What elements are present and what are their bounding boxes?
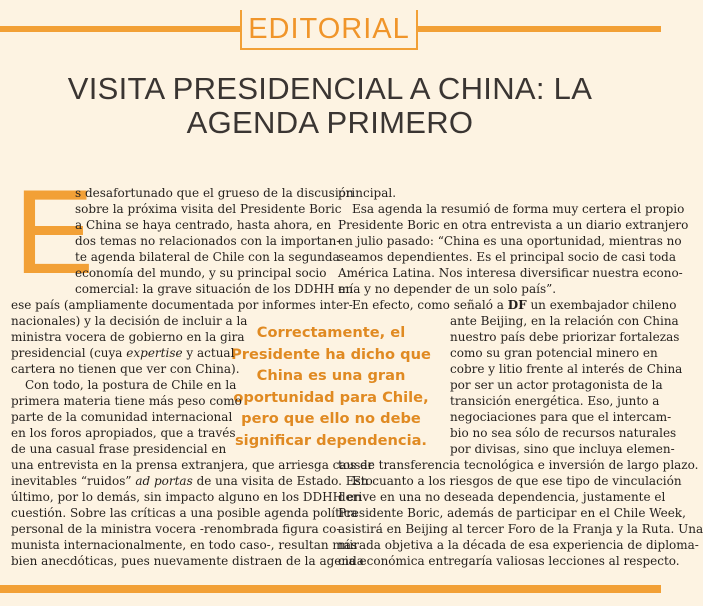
body-text-line: En efecto, como señaló a DF un exembajador chileno: [352, 298, 677, 312]
body-text-line: derive en una no deseada dependencia, justamente el: [338, 490, 666, 504]
body-text-line: mirada objetiva a la década de esa experiencia de diploma-: [338, 538, 699, 552]
body-text-line: nuestro país debe priorizar fortalezas: [450, 330, 680, 344]
body-text-line: nacionales) y la decisión de incluir a la: [11, 314, 248, 328]
body-text-line: asistirá en Beijing al tercer Foro de la Franja y la Ruta. Una: [338, 522, 703, 536]
body-text-line: primera materia tiene más peso como: [11, 394, 242, 408]
body-text-line: ministra vocera de gobierno en la gira: [11, 330, 245, 344]
body-text-line: por divisas, sino que incluya elemen-: [450, 442, 675, 456]
pull-quote: Correctamente, el Presidente ha dicho que China es una gran oportunidad para Chile, pero que ello no debe significar dependencia.: [231, 324, 431, 449]
body-text-line: cuestión. Sobre las críticas a una posible agenda política: [11, 506, 358, 520]
body-text-line: por ser un actor protagonista de la: [450, 378, 663, 392]
body-text-line: ese país (ampliamente documentada por informes inter-: [11, 298, 353, 312]
body-text-line: cobre y litio frente al interés de China: [450, 362, 683, 376]
bottom-rule: [0, 585, 661, 593]
body-text-line: cia económica entregaría valiosas lecciones al respecto.: [338, 554, 680, 568]
body-text-line: América Latina. Nos interesa diversificar nuestra econo-: [338, 266, 683, 280]
body-text-line: de una casual frase presidencial en: [11, 442, 227, 456]
body-text-line: economía del mundo, y su principal socio: [75, 266, 327, 280]
body-text-line: a China se haya centrado, hasta ahora, en: [75, 218, 332, 232]
body-text-line: inevitables “ruidos” ad portas de una visita de Estado. Esto: [11, 474, 373, 488]
body-text-line: En cuanto a los riesgos de que ese tipo de vinculación: [352, 474, 682, 488]
body-text-line: Esa agenda la resumió de forma muy certera el propio: [352, 202, 685, 216]
body-text-line: en julio pasado: “China es una oportunidad, mientras no: [338, 234, 682, 248]
body-text-line: parte de la comunidad internacional: [11, 410, 233, 424]
section-label: EDITORIAL: [248, 13, 410, 45]
body-text-line: una entrevista en la prensa extranjera, que arriesga causar: [11, 458, 374, 472]
body-text-line: ante Beijing, en la relación con China: [450, 314, 679, 328]
body-text-line: te agenda bilateral de Chile con la segunda: [75, 250, 340, 264]
body-text-line: tos de transferencia tecnológica e inversión de largo plazo.: [338, 458, 699, 472]
body-text-line: transición energética. Eso, junto a: [450, 394, 660, 408]
body-text-line: dos temas no relacionados con la importan-: [75, 234, 341, 248]
body-text-line: principal.: [338, 186, 397, 200]
body-text-line: bien anecdóticas, pues nuevamente distraen de la agenda: [11, 554, 364, 568]
body-text-line: último, por lo demás, sin impacto alguno en los DDHH en: [11, 490, 362, 504]
body-text-line: negociaciones para que el intercam-: [450, 410, 672, 424]
drop-cap: E: [14, 165, 95, 299]
headline: VISITA PRESIDENCIAL A CHINA: LA AGENDA PRIMERO: [67, 71, 593, 140]
section-header: [240, 10, 418, 50]
body-text-line: en los foros apropiados, que a través: [11, 426, 236, 440]
body-text-line: mía y no depender de un solo país”.: [338, 282, 557, 296]
body-text-line: como su gran potencial minero en: [450, 346, 658, 360]
body-text-line: s desafortunado que el grueso de la discusión: [75, 186, 354, 200]
italic-term: expertise: [126, 346, 183, 360]
body-text-line: munista internacionalmente, en todo caso-, resultan más: [11, 538, 358, 552]
bold-term: DF: [507, 298, 527, 312]
italic-term: ad portas: [135, 474, 193, 488]
body-text-line: comercial: la grave situación de los DDHH en: [75, 282, 354, 296]
body-text-line: Con todo, la postura de Chile en la: [25, 378, 237, 392]
body-text-line: sobre la próxima visita del Presidente Boric: [75, 202, 342, 216]
body-text-line: bio no sea sólo de recursos naturales: [450, 426, 677, 440]
body-text-line: presidencial (cuya expertise y actual: [11, 346, 235, 360]
body-text-line: seamos dependientes. Es el principal socio de casi toda: [338, 250, 677, 264]
body-text-line: cartera no tienen que ver con China).: [11, 362, 240, 376]
body-text-line: Presidente Boric en otra entrevista a un diario extranjero: [338, 218, 689, 232]
body-text-line: Presidente Boric, además de participar en el Chile Week,: [338, 506, 686, 520]
body-text-line: personal de la ministra vocera -renombrada figura co-: [11, 522, 341, 536]
